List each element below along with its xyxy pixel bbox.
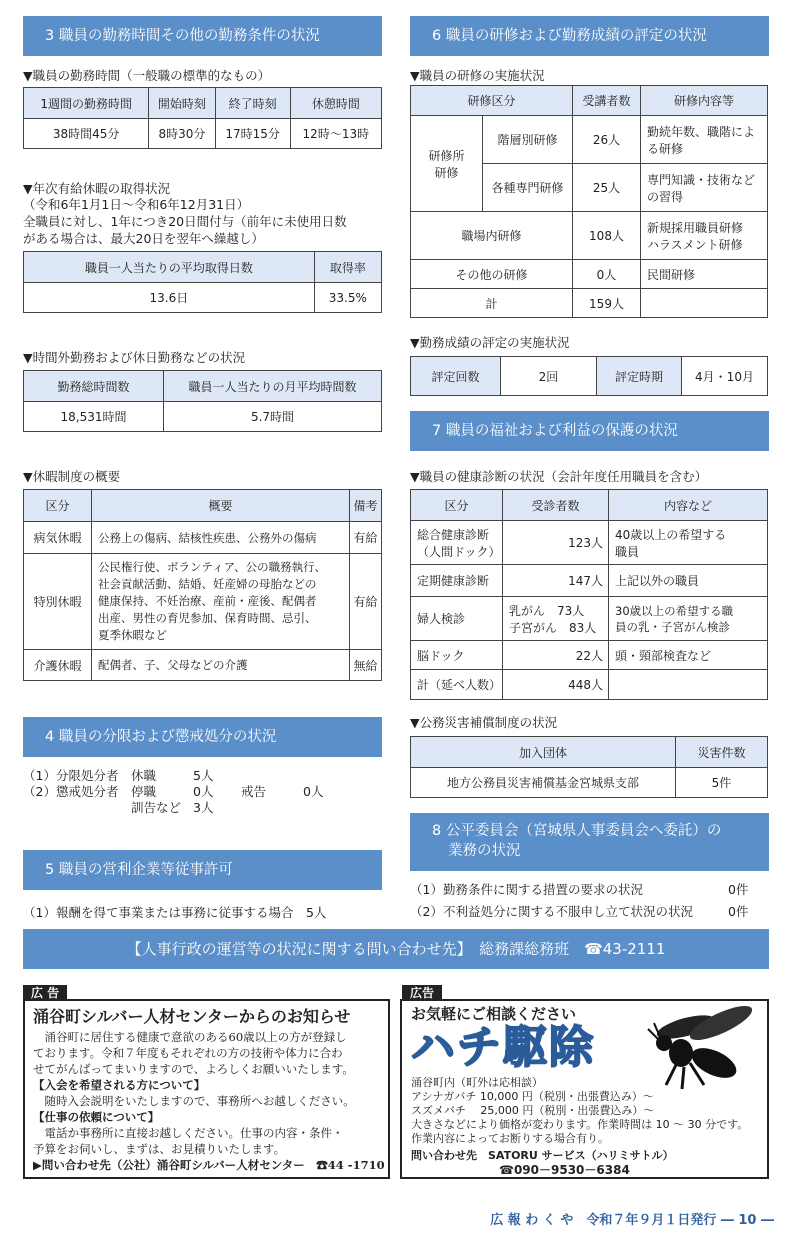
table-cell: 特別休暇 [24, 554, 92, 650]
s5-line-1 [23, 903, 326, 921]
table-header: 1週間の勤務時間 [24, 88, 149, 119]
table-cell: 17時15分 [215, 119, 290, 149]
table-cell: 公務上の傷病、結核性疾患、公務外の傷病 [92, 522, 350, 554]
table-header: 研修区分 [411, 86, 573, 116]
cell-line: 夏季休暇など [98, 628, 167, 642]
table-header: 災害件数 [676, 737, 768, 768]
table-cell [641, 289, 768, 318]
value: 3人 [193, 800, 214, 815]
table-cell: 配偶者、子、父母などの介護 [92, 650, 350, 681]
overtime-title: ▼時間外勤務および休日勤務などの状況 [23, 350, 246, 365]
section-4-header [23, 717, 382, 757]
ad-big-title: ハチ駆除 [411, 1022, 595, 1073]
vacation-title: ▼休暇制度の概要 [23, 469, 121, 484]
table-header: 終了時刻 [215, 88, 290, 119]
ad-text: 電話か事務所に直接お越しください。仕事の内容・条件・ [44, 1126, 344, 1140]
table-cell: 18,531時間 [24, 402, 164, 432]
label: 休職 [131, 768, 157, 783]
table-cell: 計 [411, 289, 573, 318]
wasp-icon [646, 1005, 758, 1091]
table-header: 取得率 [314, 252, 381, 283]
health-check-title: ▼職員の健康診断の状況（会計年度任用職員を含む） [410, 469, 708, 484]
table-cell: 0人 [573, 260, 641, 289]
label: 訓告など [131, 800, 182, 815]
table-header: 評定時期 [597, 357, 682, 396]
value: 5人 [305, 905, 327, 920]
cell-line: 研修所 [428, 148, 465, 163]
ad-contact: ▶問い合わせ先（公社）涌谷町シルバー人材センター ☎44 -1710 [33, 1158, 385, 1172]
table-cell: 5件 [676, 768, 768, 798]
cell-line: 40歳以上の希望する [615, 527, 727, 542]
table-cell: 無給 [350, 650, 382, 681]
section-6-header [410, 16, 769, 56]
table-cell: 婦人検診 [411, 597, 503, 641]
table-cell: 定期健康診断 [411, 565, 503, 597]
work-comp-table [410, 736, 768, 798]
table-cell: 頭・頸部検査など [609, 641, 768, 670]
table-header: 区分 [24, 490, 92, 522]
annual-leave-title: ▼年次有給休暇の取得状況 [23, 181, 171, 196]
table-cell: 各種専門研修 [483, 164, 573, 212]
table-cell: 有給 [350, 522, 382, 554]
table-cell: 26人 [573, 116, 641, 164]
ad-contact-label: 問い合わせ先 [411, 1149, 477, 1162]
table-header: 加入団体 [411, 737, 676, 768]
silver-center-ad [23, 999, 390, 1179]
label: 停職 [131, 784, 157, 799]
table-cell [641, 116, 768, 164]
cell-line: 公民権行使、ボランティア、公の職務執行、 [98, 560, 327, 574]
table-header: 概要 [92, 490, 350, 522]
cell-line: 専門知識・技術など [647, 172, 756, 187]
table-cell: 123人 [503, 521, 609, 565]
cell-line: 子宮がん 83人 [509, 620, 597, 635]
work-comp-title: ▼公務災害補償制度の状況 [410, 715, 558, 730]
ad-tag: 広 告 [23, 985, 67, 1001]
section-8-header [410, 813, 769, 871]
table-cell [609, 521, 768, 565]
table-cell: 147人 [503, 565, 609, 597]
table-cell: 448人 [503, 670, 609, 700]
label: （1）報酬を得て事業または事務に従事する場合 [23, 905, 294, 920]
table-cell [609, 597, 768, 641]
section-5-title: 5 職員の営利企業等従事許可 [45, 862, 233, 878]
annual-leave-period: （令和6年1月1日～令和6年12月31日） [23, 197, 250, 212]
table-cell [641, 164, 768, 212]
ad-text: アシナガバチ 10,000 円（税別・出張費込み）～ [411, 1090, 654, 1103]
table-header: 休憩時間 [290, 88, 381, 119]
section-7-title: 7 職員の福祉および利益の保護の状況 [432, 423, 678, 439]
section-6-title: 6 職員の研修および勤務成績の評定の状況 [432, 28, 707, 44]
value: 5人 [193, 768, 214, 783]
table-cell: 38時間45分 [24, 119, 149, 149]
cell-line: 勤続年数、職階によ [647, 124, 756, 139]
table-cell: 脳ドック [411, 641, 503, 670]
value: 0人 [303, 784, 324, 799]
vacation-table [23, 489, 382, 681]
training-table [410, 85, 768, 318]
s8-line-1 [410, 880, 750, 898]
table-cell [411, 116, 483, 212]
label: （1）分限処分者 [23, 768, 119, 783]
health-check-table [410, 489, 768, 700]
ad-catch: お気軽にご相談ください [411, 1005, 577, 1023]
ad-text: 涌谷町に居住する健康で意欲のある60歳以上の方が登録し [44, 1030, 347, 1044]
table-header: 受講者数 [573, 86, 641, 116]
work-hours-table [23, 87, 382, 149]
ad-phone: ☎090－9530－6384 [499, 1163, 630, 1177]
table-cell: 108人 [573, 212, 641, 260]
section-3-header [23, 16, 382, 56]
table-header: 開始時刻 [149, 88, 215, 119]
ad-tag: 広告 [402, 985, 442, 1001]
table-cell: 25人 [573, 164, 641, 212]
table-cell [503, 597, 609, 641]
table-cell: 病気休暇 [24, 522, 92, 554]
evaluation-table [410, 356, 768, 396]
cell-line: 研修 [434, 165, 459, 180]
ad-heading: 【入会を希望される方について】 [33, 1078, 206, 1092]
cell-line: （人間ドック） [417, 544, 501, 559]
table-cell: その他の研修 [411, 260, 573, 289]
table-cell: 上記以外の職員 [609, 565, 768, 597]
table-cell: 介護休暇 [24, 650, 92, 681]
section-5-header [23, 850, 382, 890]
ad-text: 涌谷町内（町外は応相談） [411, 1076, 543, 1089]
cell-line: 出産、男性の育児参加、保育時間、忌引、 [98, 611, 317, 625]
work-hours-title: ▼職員の勤務時間（一般職の標準的なもの） [23, 68, 271, 83]
table-cell: 階層別研修 [483, 116, 573, 164]
training-title: ▼職員の研修の実施状況 [410, 68, 545, 83]
table-cell: 33.5% [314, 283, 381, 313]
ad-text: ております。令和７年度もそれぞれの方の技術や体力に合わ [33, 1046, 343, 1060]
table-cell: 有給 [350, 554, 382, 650]
ad-heading: 【仕事の依頼について】 [33, 1110, 160, 1124]
table-cell: 地方公務員災害補償基金宮城県支部 [411, 768, 676, 798]
overtime-table [23, 370, 382, 432]
table-cell: 職場内研修 [411, 212, 573, 260]
table-cell: 13.6日 [24, 283, 315, 313]
ad-text: 随時入会説明をいたしますので、事務所へお越しください。 [44, 1094, 355, 1108]
page-footer: 広 報 わ く や 令和７年９月１日発行 ― 10 ― [490, 1213, 774, 1228]
table-cell: 5.7時間 [164, 402, 382, 432]
value: 0件 [728, 882, 749, 897]
table-cell: 計（延べ人数） [411, 670, 503, 700]
table-header: 区分 [411, 490, 503, 521]
annual-leave-table [23, 251, 382, 313]
label: （2）不利益処分に関する不服申し立て状況の状況 [410, 904, 693, 919]
table-header: 評定回数 [411, 357, 501, 396]
table-cell [92, 554, 350, 650]
section-4-title: 4 職員の分限および懲戒処分の状況 [45, 729, 277, 745]
cell-line: 健康保持、不妊治療、産前・産後、配偶者 [98, 594, 317, 608]
table-cell [411, 521, 503, 565]
label: （2）懲戒処分者 [23, 784, 119, 799]
table-cell [641, 212, 768, 260]
cell-line: 新規採用職員研修 [647, 220, 744, 235]
table-cell: 8時30分 [149, 119, 215, 149]
evaluation-title: ▼勤務成績の評定の実施状況 [410, 335, 570, 350]
table-header: 職員一人当たりの月平均時間数 [164, 371, 382, 402]
label: 戒告 [241, 784, 267, 799]
cell-line: 員の乳・子宮がん検診 [615, 619, 730, 634]
cell-line: 職員 [615, 544, 640, 559]
cell-line: の習得 [647, 189, 684, 204]
table-cell [609, 670, 768, 700]
ad-company: SATORU サービス（ハリミサトル） [488, 1149, 674, 1162]
cell-line: 総合健康診断 [417, 527, 490, 542]
table-cell: 22人 [503, 641, 609, 670]
annual-leave-note: がある場合は、最大20日を翌年へ繰越し） [23, 231, 264, 246]
section-8-title: 8 公平委員会（宮城県人事委員会へ委託）の [432, 823, 722, 839]
s4-line-3 [131, 798, 214, 816]
cell-line: ハラスメント研修 [647, 237, 743, 252]
table-header: 内容など [609, 490, 768, 521]
ad-text: 予算をお伺いし、まずは、お見積りいたします。 [33, 1142, 286, 1156]
table-cell: 2回 [501, 357, 597, 396]
value: 0件 [728, 904, 749, 919]
cell-line: 30歳以上の希望する職 [615, 603, 734, 618]
table-header: 研修内容等 [641, 86, 768, 116]
ad-text: スズメバチ 25,000 円（税別・出張費込み）～ [411, 1104, 655, 1117]
ad-text: せてがんばってまいりますので、よろしくお願いいたします。 [33, 1062, 354, 1076]
section-8-title: 業務の状況 [448, 843, 521, 859]
cell-line: 乳がん 73人 [509, 603, 585, 618]
ad-text: 作業内容によってお断りする場合有り。 [411, 1132, 609, 1145]
s8-line-2 [410, 902, 750, 920]
contact-text: 【人事行政の運営等の状況に関する問い合わせ先】 総務課総務班 ☎43-2111 [126, 940, 666, 958]
table-cell: 159人 [573, 289, 641, 318]
label: （1）勤務条件に関する措置の要求の状況 [410, 882, 643, 897]
contact-bar [23, 929, 769, 969]
table-cell: 12時～13時 [290, 119, 381, 149]
annual-leave-note: 全職員に対し、1年につき20日間付与（前年に未使用日数 [23, 214, 347, 229]
cell-line: る研修 [647, 141, 684, 156]
table-header: 受診者数 [503, 490, 609, 521]
ad-title: 涌谷町シルバー人材センターからのお知らせ [33, 1007, 351, 1026]
ad-text: 大きさなどにより価格が変わります。作業時間は 10 ～ 30 分です。 [411, 1118, 749, 1131]
section-3-title: 3 職員の勤務時間その他の勤務条件の状況 [45, 28, 320, 44]
value: 0人 [193, 784, 214, 799]
table-header: 勤務総時間数 [24, 371, 164, 402]
table-header: 備考 [350, 490, 382, 522]
table-header: 職員一人当たりの平均取得日数 [24, 252, 315, 283]
cell-line: 社会貢献活動、結婚、妊産婦の母胎などの [98, 577, 317, 591]
section-7-header [410, 411, 769, 451]
table-cell: 4月・10月 [682, 357, 768, 396]
wasp-removal-ad [400, 999, 769, 1179]
table-cell: 民間研修 [641, 260, 768, 289]
